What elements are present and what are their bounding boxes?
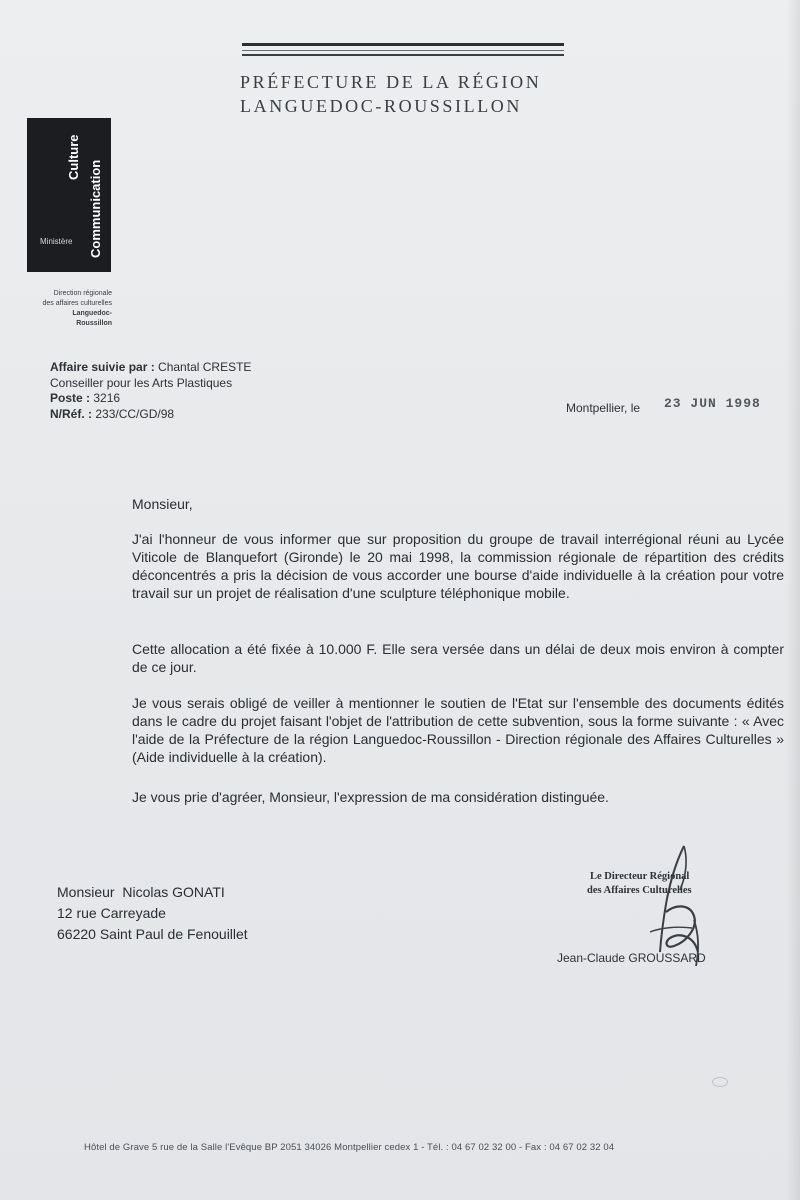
paper-mark [712,1077,728,1087]
prefecture-region: LANGUEDOC-ROUSSILLON [240,96,522,116]
header-rule [242,50,564,51]
sender-unit-line: Roussillon [76,320,112,327]
followed-by-label: Affaire suivie par : [50,360,155,374]
signatory-title-line: Le Directeur Régional [590,871,690,882]
paragraph-3: Je vous serais obligé de veiller à mentionner le soutien de l'Etat sur l'ensemble des documents édités dans le cadre du projet faisant l'objet de l'attribution de cette subvention, sous la forme suivante : « Avec l'aide de la Préfecture de la région Languedoc-Roussillon - Direction régionale des Affaires Culturelles » (Aide individuelle à la création). [132,695,784,765]
header-rule [242,43,564,46]
date-stamp: 23 JUN 1998 [664,396,761,411]
role-text: Conseiller pour les Arts Plastiques [50,375,233,390]
reference-block [50,360,251,422]
letterhead-footer: Hôtel de Grave 5 rue de la Salle l'Evêque BP 2051 34026 Montpellier cedex 1 - Tél. : 04 67 02 32 00 - Fax : 04 67 02 32 04 [84,1142,615,1153]
closing-paragraph: Je vous prie d'agréer, Monsieur, l'expression de ma considération distinguée. [132,789,609,805]
header-rule [242,54,564,56]
logo-communication-text: Communication [88,159,103,258]
addressee-name: Monsieur Nicolas GONATI [57,884,225,900]
logo-culture-text: Culture [66,134,81,180]
prefecture-title: PRÉFECTURE DE LA RÉGION [240,72,542,92]
sender-unit-line: Direction régionale [53,290,112,297]
addressee-city: 66220 Saint Paul de Fenouillet [57,926,248,942]
addressee-street: 12 rue Carreyade [57,905,166,921]
paragraph-1: J'ai l'honneur de vous informer que sur proposition du groupe de travail interrégional réuni au Lycée Viticole de Blanquefort (Gironde) le 20 mai 1998, la commission régionale de répartition des crédits déconcentrés a pris la décision de vous accorder une bourse d'aide individuelle à la création pour votre travail sur un projet de réalisation d'une sculpture téléphonique mobile. [132,531,784,601]
salutation: Monsieur, [132,496,193,512]
sender-unit-line: des affaires culturelles [42,300,112,307]
place-line: Montpellier, le [566,401,641,415]
poste-value: 3216 [93,391,121,405]
addressee-block [57,882,248,945]
signatory-title-line: des Affaires Culturelles [587,885,692,896]
logo-ministere-text: Ministère [40,237,73,246]
poste-label: Poste : [50,391,91,405]
ref-label: N/Réf. : [50,406,92,421]
signatory-name: Jean-Claude GROUSSARD [557,951,706,965]
sender-unit-line: Languedoc- [72,310,112,317]
page-edge-shadow [786,0,800,1200]
followed-by-value: Chantal CRESTE [158,360,252,374]
sender-unit [42,289,112,329]
paragraph-2: Cette allocation a été fixée à 10.000 F. Elle sera versée dans un délai de deux mois environ à compter de ce jour. [132,641,784,675]
ref-value: 233/CC/GD/98 [95,406,175,421]
